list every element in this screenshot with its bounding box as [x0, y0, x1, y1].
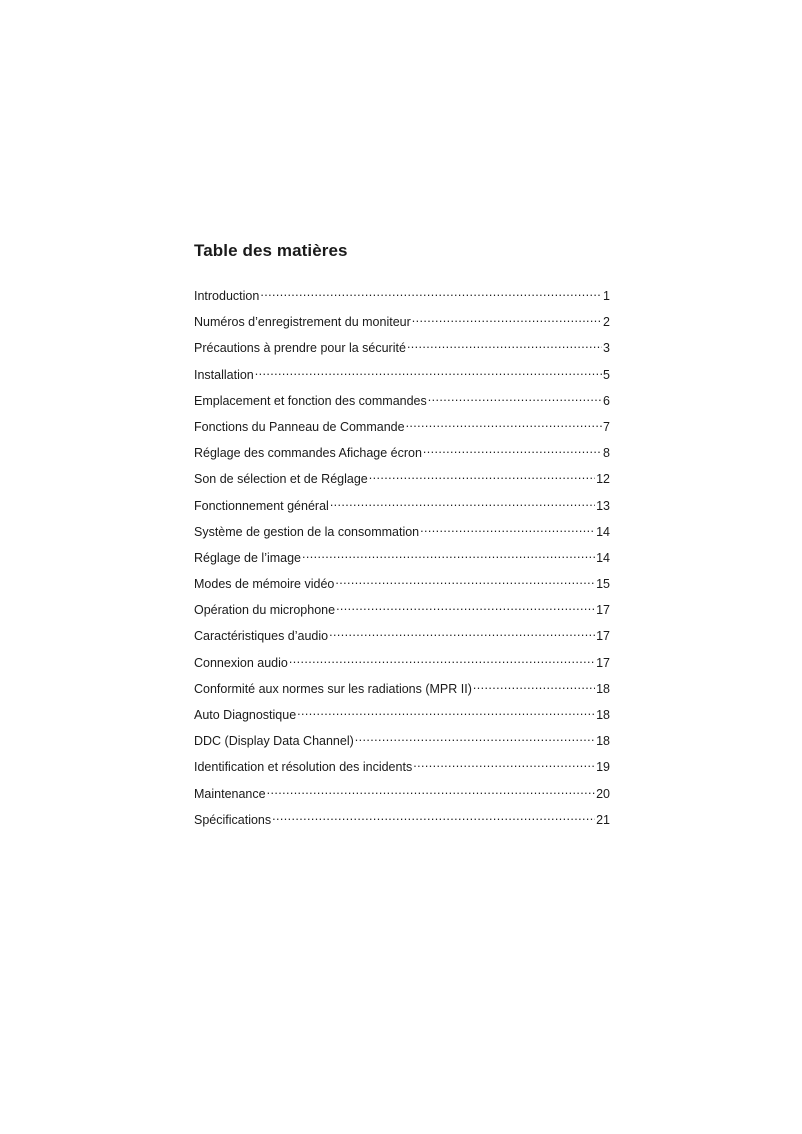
toc-entry-page: 19 [596, 760, 610, 775]
toc-dot-leader [473, 677, 595, 693]
toc-entry[interactable] [194, 441, 610, 467]
toc-entry-label: Précautions à prendre pour la sécurité [194, 341, 406, 356]
toc-entry-label: Conformité aux normes sur les radiations (MPR II) [194, 681, 472, 696]
toc-dot-leader [428, 389, 602, 405]
toc-entry-label: Numéros d’enregistrement du moniteur [194, 315, 411, 330]
toc-entry-label: Emplacement et fonction des commandes [194, 393, 427, 408]
toc-entry-label: Spécifications [194, 812, 272, 827]
toc-entry[interactable] [194, 467, 610, 493]
toc-entry-label: Auto Diagnostique [194, 708, 297, 722]
toc-entry-label: DDC (Display Data Channel) [194, 734, 354, 749]
toc-entry-label: Introduction [194, 289, 260, 303]
toc-dot-leader [267, 782, 596, 798]
toc-entry[interactable] [194, 703, 610, 729]
toc-entry-label: Identification et résolution des incidents [194, 760, 413, 775]
toc-entry-label: Modes de mémoire vidéo [194, 577, 335, 592]
toc-entry[interactable] [194, 651, 610, 677]
toc-entry-label: Fonctions du Panneau de Commande [194, 419, 405, 434]
toc-dot-leader [330, 494, 595, 510]
toc-dot-leader [412, 310, 602, 326]
toc-dot-leader [423, 441, 602, 457]
toc-entry-page: 15 [596, 577, 610, 592]
toc-entry[interactable] [194, 520, 610, 546]
toc-entry[interactable] [194, 624, 610, 650]
toc-entry-page: 5 [603, 367, 610, 382]
toc-entry-label: Système de gestion de la consommation [194, 524, 420, 539]
toc-entry-page: 12 [596, 472, 610, 487]
toc-entry[interactable] [194, 782, 610, 808]
toc-dot-leader [413, 755, 595, 771]
toc-entry-label: Son de sélection et de Réglage [194, 472, 368, 487]
toc-entry-page: 7 [603, 419, 610, 434]
toc-entry[interactable] [194, 336, 610, 362]
toc-entry-label: Fonctionnement général [194, 498, 329, 513]
toc-dot-leader [335, 572, 595, 588]
toc-entry-page: 13 [596, 498, 610, 513]
toc-entry-page: 18 [596, 681, 610, 696]
toc-dot-leader [302, 546, 595, 562]
toc-entry[interactable] [194, 494, 610, 520]
toc-entry-page: 17 [596, 603, 610, 618]
toc-dot-leader [297, 703, 595, 719]
toc-entry[interactable] [194, 729, 610, 755]
toc-dot-leader [355, 729, 595, 745]
toc-dot-leader [406, 415, 602, 431]
toc-dot-leader [407, 336, 602, 352]
toc-entry-label: Réglage des commandes Afichage écron [194, 446, 422, 461]
toc-entry-page: 18 [596, 708, 610, 722]
toc-entry-label: Réglage de l’image [194, 550, 302, 565]
toc-entry[interactable] [194, 546, 610, 572]
toc-entry-page: 6 [603, 393, 610, 408]
toc-dot-leader [369, 467, 595, 483]
toc-entry-page: 21 [596, 812, 610, 827]
toc-entry-page: 20 [596, 786, 610, 801]
toc-entry[interactable] [194, 310, 610, 336]
toc-title: Table des matières [194, 241, 348, 260]
toc-entry-page: 17 [596, 655, 610, 670]
toc-entry-page: 3 [603, 341, 610, 356]
toc-dot-leader [420, 520, 595, 536]
toc-entry-label: Connexion audio [194, 655, 288, 670]
toc-entry[interactable] [194, 284, 610, 310]
toc-entry-page: 8 [603, 446, 610, 461]
toc-entry-page: 1 [603, 289, 610, 303]
toc-dot-leader [329, 624, 595, 640]
toc-dot-leader [336, 598, 595, 614]
toc-dot-leader [260, 284, 602, 300]
toc-dot-leader [255, 363, 602, 379]
toc-entry-page: 18 [596, 734, 610, 749]
toc-entry-page: 17 [596, 629, 610, 644]
toc-entry-label: Installation [194, 367, 254, 382]
toc-entry-label: Opération du microphone [194, 603, 336, 618]
toc-entry-page: 2 [603, 315, 610, 330]
toc-entry[interactable] [194, 363, 610, 389]
toc-list [194, 284, 610, 834]
toc-entry[interactable] [194, 808, 610, 834]
toc-entry[interactable] [194, 755, 610, 781]
toc-dot-leader [289, 651, 595, 667]
toc-entry[interactable] [194, 677, 610, 703]
toc-entry[interactable] [194, 389, 610, 415]
toc-entry-label: Maintenance [194, 786, 266, 801]
toc-entry[interactable] [194, 598, 610, 624]
toc-entry[interactable] [194, 572, 610, 598]
toc-entry-label: Caractéristiques d’audio [194, 629, 329, 644]
toc-entry-page: 14 [596, 524, 610, 539]
toc-dot-leader [272, 808, 595, 824]
toc-entry-page: 14 [596, 550, 610, 565]
toc-entry[interactable] [194, 415, 610, 441]
